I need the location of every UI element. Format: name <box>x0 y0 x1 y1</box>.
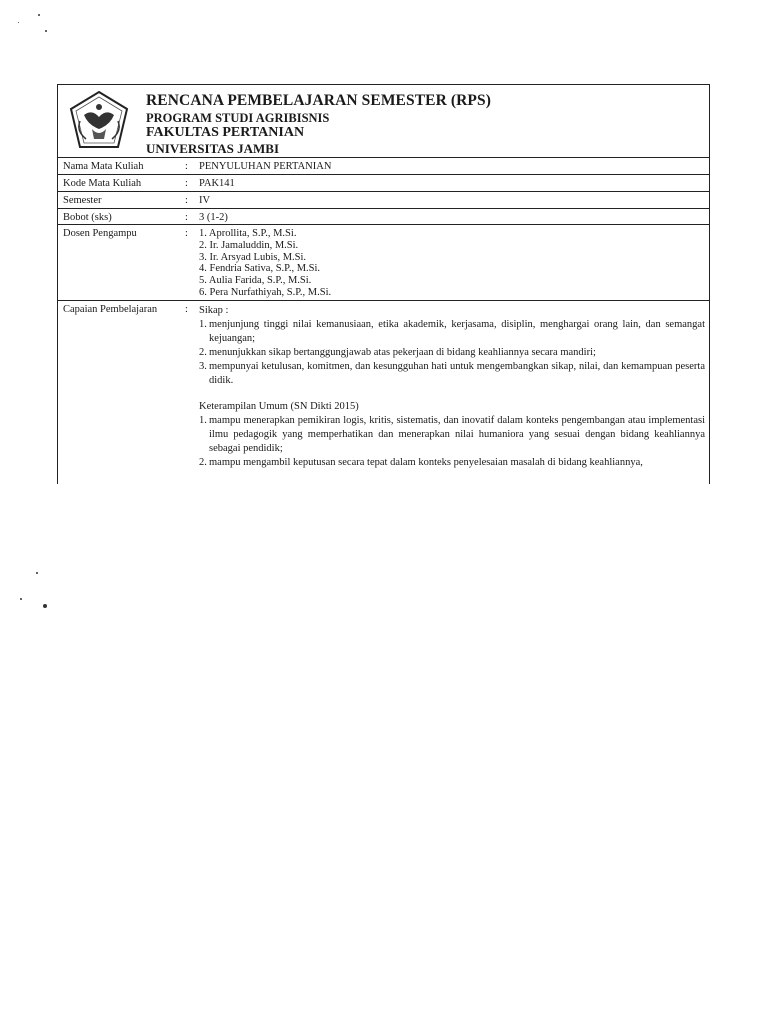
item-number: 2. <box>199 457 207 468</box>
row-semester <box>58 192 709 209</box>
list-item: 1. Aprollita, S.P., M.Si. <box>199 228 297 239</box>
item-text: mempunyai ketulusan, komitmen, dan kesungguhan hati untuk mengembangkan sikap, nilai, dan kemampuan peserta didik. <box>209 361 705 386</box>
field-value: PENYULUHAN PERTANIAN <box>199 161 332 172</box>
scan-speck <box>18 22 19 23</box>
row-capaian-pembelajaran <box>58 301 709 484</box>
field-value: PAK141 <box>199 178 235 189</box>
scan-speck <box>43 604 47 608</box>
document-title: RENCANA PEMBELAJARAN SEMESTER (RPS) <box>146 92 491 109</box>
university-seal-icon <box>66 89 132 153</box>
field-label: Kode Mata Kuliah <box>63 178 142 189</box>
sikap-heading: Sikap : <box>199 305 229 316</box>
item-text: mampu mengambil keputusan secara tepat dalam konteks penyelesaian masalah di bidang keahliannya, <box>209 457 643 468</box>
field-separator: : <box>185 212 188 223</box>
field-label: Bobot (sks) <box>63 212 112 223</box>
field-label: Capaian Pembelajaran <box>63 304 158 315</box>
scan-speck <box>36 572 38 574</box>
list-item: 3. Ir. Arsyad Lubis, M.Si. <box>199 251 307 263</box>
program-name: PROGRAM STUDI AGRIBISNIS <box>146 110 330 125</box>
row-bobot <box>58 209 709 225</box>
capaian-content <box>199 304 705 470</box>
field-separator: : <box>185 178 188 189</box>
list-item <box>199 414 705 456</box>
rps-document <box>57 84 710 484</box>
field-label: Semester <box>63 195 102 206</box>
list-item: 6. Pera Nurfathiyah, S.P., M.Si. <box>199 286 332 298</box>
item-text: menunjukkan sikap bertanggungjawab atas pekerjaan di bidang keahliannya secara mandiri; <box>209 347 596 358</box>
row-nama-mata-kuliah <box>58 158 709 175</box>
list-item: 4. Fendria Sativa, S.P., M.Si. <box>199 263 321 275</box>
field-separator: : <box>185 195 188 206</box>
list-item: 2. Ir. Jamaluddin, M.Si. <box>199 239 299 251</box>
item-text: mampu menerapkan pemikiran logis, kritis, sistematis, dan inovatif dalam konteks pengembangan atau implementasi ilmu pedagogik yang memperhatikan dan menerapkan nilai humaniora yang sesuai dengan bidang keahliannya sebagai pendidik; <box>209 415 705 454</box>
keterampilan-heading: Keterampilan Umum (SN Dikti 2015) <box>199 401 359 412</box>
header-titles <box>146 93 491 155</box>
field-separator: : <box>185 161 188 172</box>
item-number: 2. <box>199 347 207 358</box>
scan-speck <box>20 598 22 600</box>
field-label: Nama Mata Kuliah <box>63 161 144 172</box>
field-label: Dosen Pengampu <box>63 228 137 239</box>
document-header <box>58 85 709 158</box>
list-item <box>199 456 705 470</box>
field-separator: : <box>185 304 188 315</box>
list-item <box>199 360 705 388</box>
item-text: menjunjung tinggi nilai kemanusiaan, etika akademik, kerjasama, disiplin, menghargai orang lain, dan semangat kejuangan; <box>209 319 705 344</box>
item-number: 1. <box>199 415 207 426</box>
row-dosen-pengampu <box>58 225 709 301</box>
faculty-name: FAKULTAS PERTANIAN <box>146 125 305 140</box>
field-value: IV <box>199 195 211 206</box>
field-separator: : <box>185 228 188 239</box>
scan-speck <box>38 14 40 16</box>
lecturer-list <box>199 228 705 299</box>
list-item <box>199 346 705 360</box>
list-item <box>199 318 705 346</box>
item-number: 1. <box>199 319 207 330</box>
item-number: 3. <box>199 361 207 372</box>
list-item: 5. Aulia Farida, S.P., M.Si. <box>199 275 312 287</box>
scan-speck <box>45 30 47 32</box>
row-kode-mata-kuliah <box>58 175 709 192</box>
field-value: 3 (1-2) <box>199 212 228 223</box>
university-name: UNIVERSITAS JAMBI <box>146 141 280 156</box>
